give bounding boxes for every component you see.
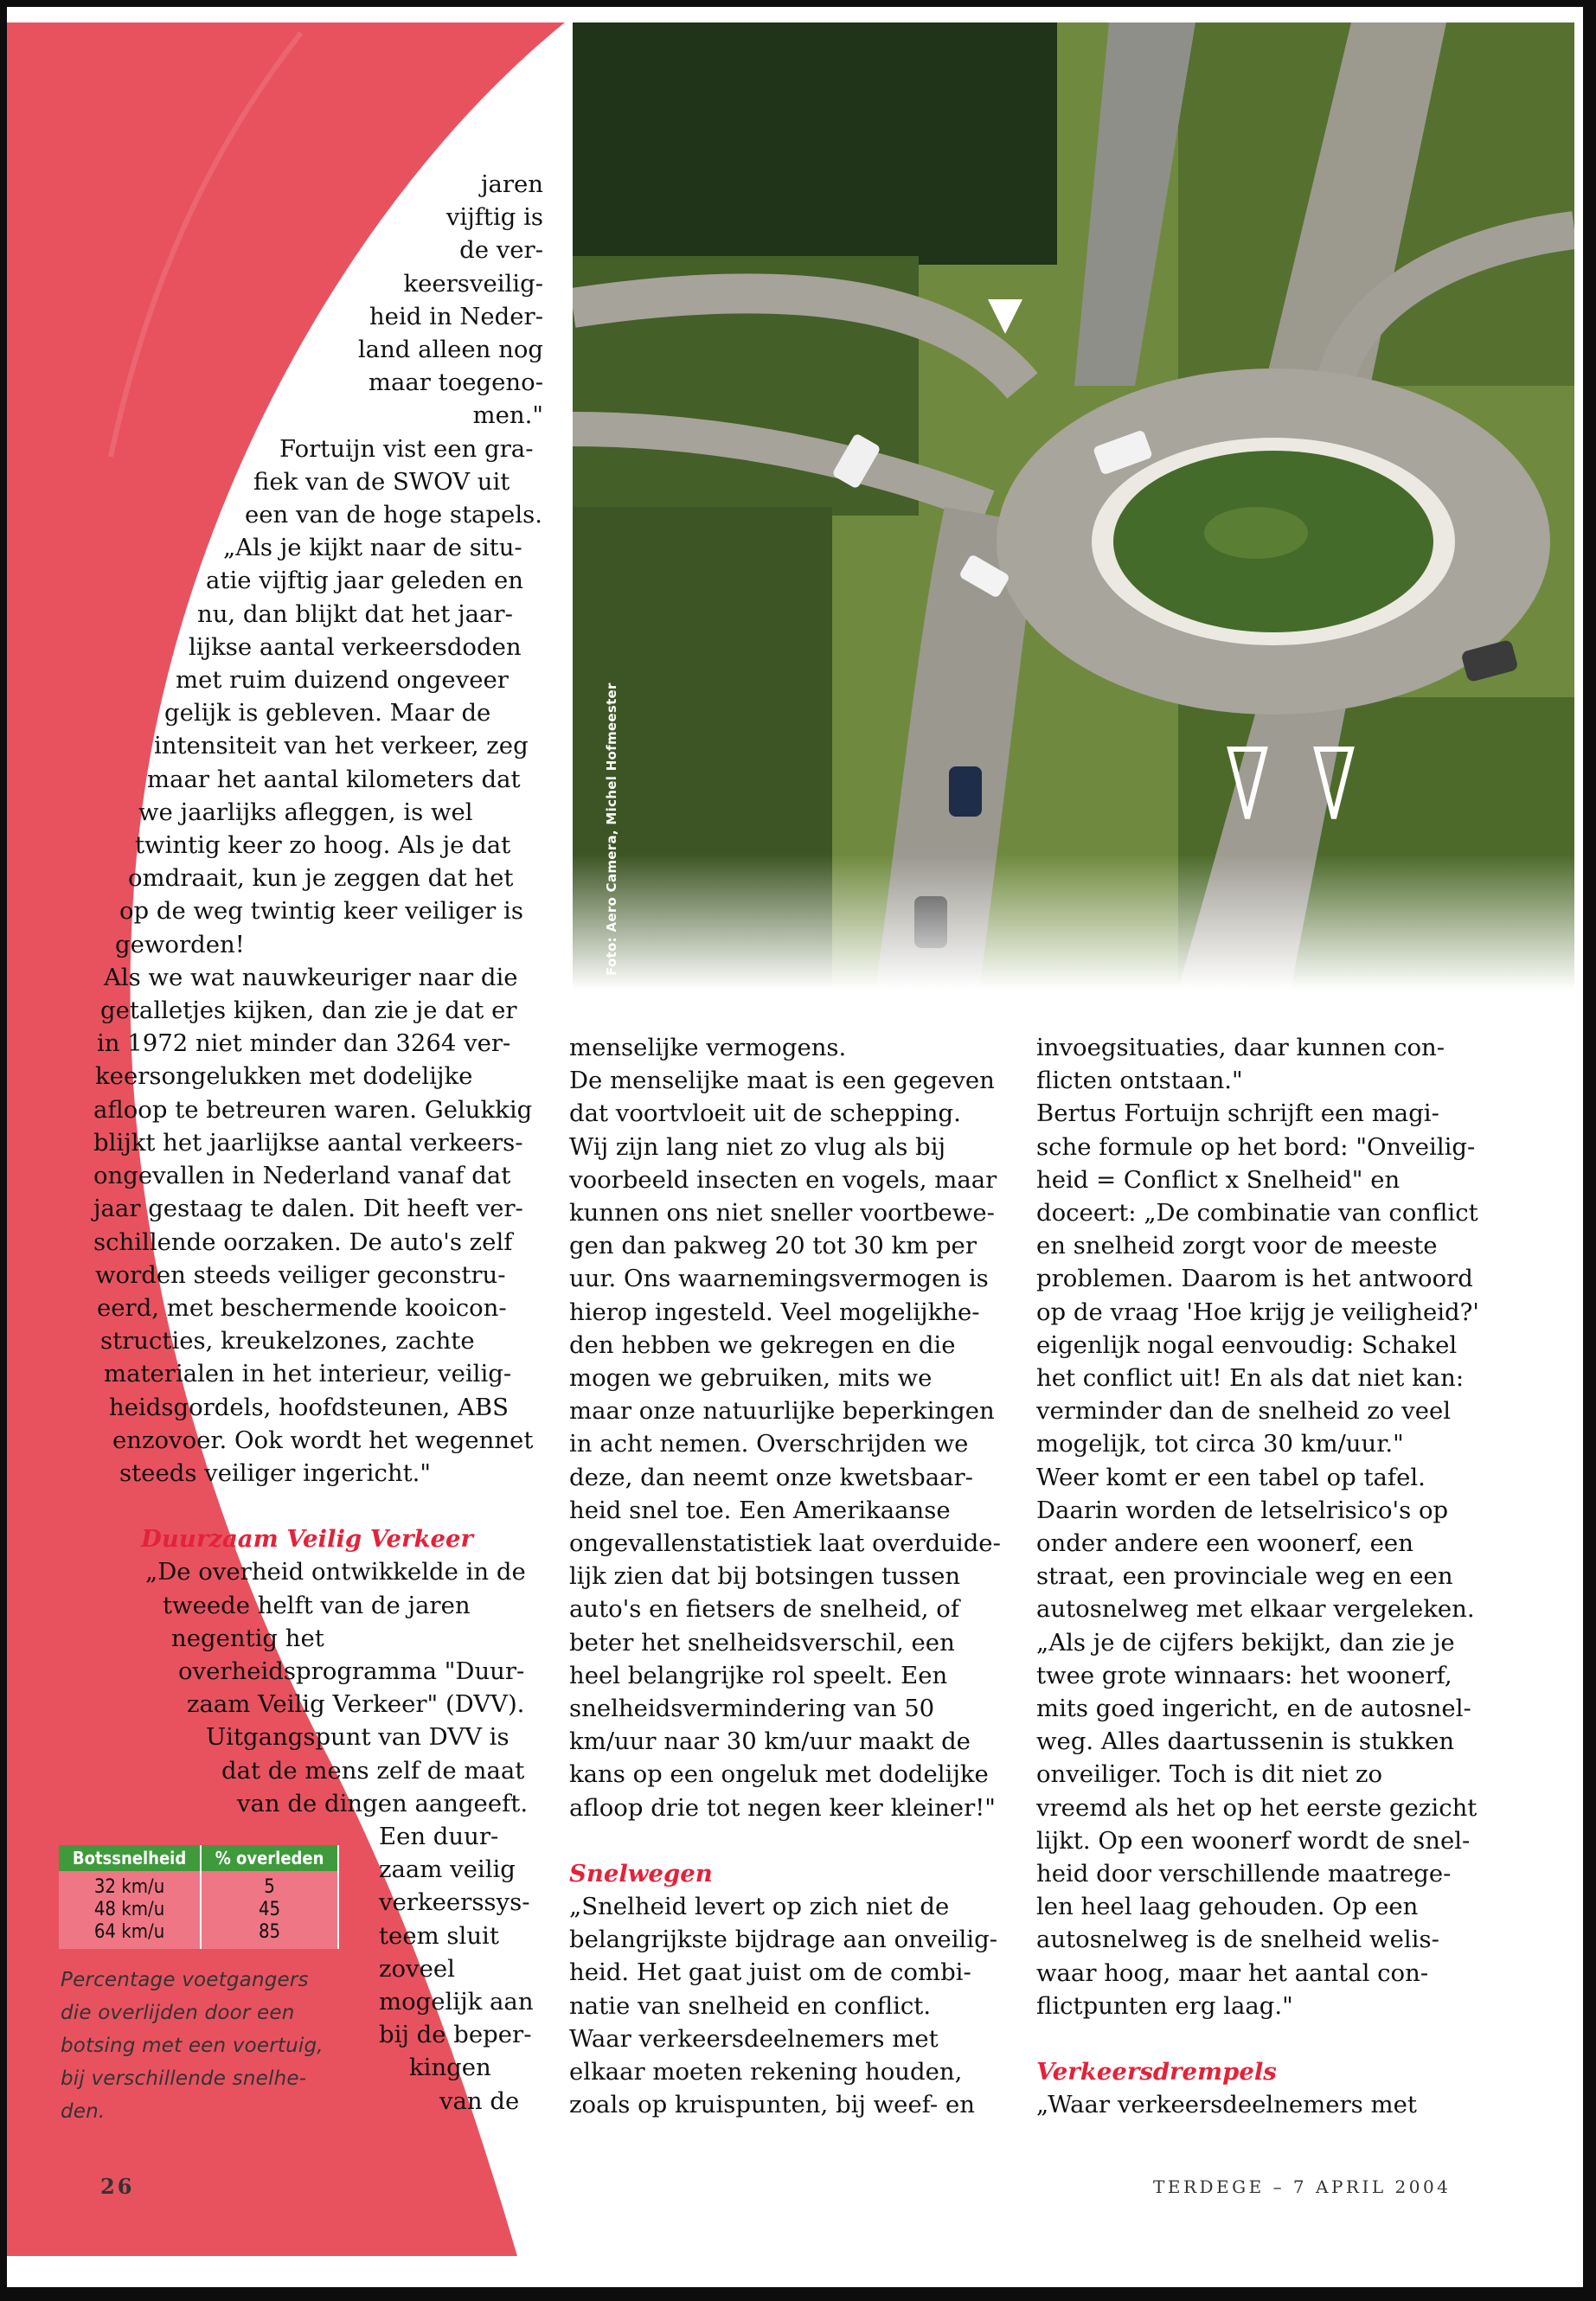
speed-fatality-table [59,1845,339,1949]
text-line: twee grote winnaars: het woonerf, [1036,1661,1452,1689]
text-line: flictpunten erg laag." [1036,1991,1293,2020]
table-row [59,1899,338,1921]
text-line: waar hoog, maar het aantal con- [1036,1958,1429,1987]
text-line: natie van snelheid en conflict. [569,1991,932,2020]
text-line: flicten ontstaan." [1036,1067,1243,1095]
page-number: 26 [100,2174,135,2199]
text-line: lijk zien dat bij botsingen tussen [569,1562,961,1591]
text-line: worden steeds veiliger geconstru- [95,1260,506,1289]
text-line: gelijk is gebleven. Maar de [164,699,491,727]
text-line: keersveilig- [403,269,543,298]
text-line: Een duur- [379,1822,499,1850]
text-line: De menselijke maat is een gegeven [569,1067,995,1095]
table-caption [61,1964,346,2128]
text-line: verminder dan de snelheid zo veel [1036,1397,1452,1426]
text-line: len heel laag gehouden. Op een [1036,1893,1419,1921]
text-line: Daarin worden de letselrisico's op [1036,1496,1449,1524]
text-line: blijkt het jaarlijkse aantal verkeers- [93,1128,523,1157]
text-line: vijftig is [445,203,543,232]
text-line: men." [472,401,543,430]
text-line: ongevallen in Nederland vanaf dat [93,1162,511,1190]
text-line: „Als je kijkt naar de situ- [223,534,522,562]
text-line: afloop drie tot negen keer kleiner!" [569,1793,996,1822]
text-line: weg. Alles daartussenin is stukken [1036,1727,1455,1756]
text-line: jaren [480,170,543,198]
text-line: een van de hoge stapels. [245,501,542,529]
table-cell-percentage: 85 [201,1921,338,1949]
text-line: mits goed ingericht, en de autosnel- [1036,1695,1471,1723]
article-column-3 [1036,1031,1486,2122]
text-line: heid door verschillende maatrege- [1036,1860,1452,1888]
text-line: onder andere een woonerf, een [1036,1529,1413,1558]
article-column-1 [93,168,543,2118]
section-subheading: Snelwegen [569,1859,713,1888]
text-line: maar het aantal kilometers dat [147,765,521,793]
text-line: sche formule op het bord: "Onveilig- [1036,1132,1476,1161]
magazine-page [7,7,1583,2287]
text-line: getalletjes kijken, dan zie je dat er [100,997,517,1025]
table-cell-percentage: 45 [201,1899,338,1921]
text-line: intensiteit van het verkeer, zeg [154,732,529,760]
table-cell-speed: 32 km/u [59,1871,201,1899]
table-header-speed: Botssnelheid [59,1845,201,1871]
text-line: kunnen ons niet sneller voortbewe- [569,1199,995,1227]
text-line: mogelijk aan [379,1987,534,2016]
text-line: zaam veilig [379,1856,516,1884]
text-line: verkeerssys- [379,1888,530,1917]
caption-line: die overlijden door een [61,2002,295,2024]
text-line: heid snel toe. Een Amerikaanse [569,1496,951,1524]
table-cell-percentage: 5 [201,1871,338,1899]
text-line: eigenlijk nogal eenvoudig: Schakel [1036,1330,1458,1359]
text-line: fiek van de SWOV uit [253,467,510,496]
caption-line: botsing met een voertuig, [61,2035,324,2057]
table-row [59,1921,338,1949]
text-line: onveiliger. Toch is dit niet zo [1036,1760,1383,1789]
text-line: schillende oorzaken. De auto's zelf [93,1227,513,1256]
text-line: van de [439,2086,520,2115]
text-line: Uitgangspunt van DVV is [206,1723,510,1752]
caption-line: den. [61,2100,106,2123]
text-line: „De overheid ontwikkelde in de [145,1558,526,1586]
text-line: maar onze natuurlijke beperkingen [569,1397,995,1426]
text-line: het conflict uit! En als dat niet kan: [1036,1364,1465,1393]
text-line: teem sluit [379,1921,499,1950]
text-line: Fortuijn vist een gra- [279,434,534,463]
roundabout-aerial-photo [573,22,1574,990]
text-line: van de dingen aangeeft. [237,1789,529,1817]
caption-line: bij verschillende snelhe- [61,2067,307,2090]
text-line: uur. Ons waarnemingsvermogen is [569,1265,989,1293]
text-line: lijkt. Op een woonerf wordt de snel- [1036,1826,1471,1855]
table-cell-speed: 64 km/u [59,1921,201,1949]
text-line: doceert: „De combinatie van conflict [1036,1199,1478,1227]
text-line: ongevallenstatistiek laat overduide- [569,1529,1001,1558]
text-line: elkaar moeten rekening houden, [569,2058,963,2086]
text-line: snelheidsvermindering van 50 [569,1695,935,1723]
text-line: omdraait, kun je zeggen dat het [128,864,514,893]
text-line: dat de mens zelf de maat [221,1756,525,1785]
text-line: in 1972 niet minder dan 3264 ver- [97,1029,511,1058]
text-line: straat, een provinciale weg en een [1036,1562,1453,1591]
text-line: „Waar verkeersdeelnemers met [1036,2091,1417,2119]
section-subheading: Duurzaam Veilig Verkeer [141,1525,474,1554]
text-line: deze, dan neemt onze kwetsbaar- [569,1463,973,1491]
section-subheading: Verkeersdrempels [1036,2058,1277,2086]
text-line: gen dan pakweg 20 tot 30 km per [569,1232,977,1260]
text-line: heid in Neder- [369,302,543,330]
text-line: Waar verkeersdeelnemers met [569,2024,939,2053]
text-line: structies, kreukelzones, zachte [100,1327,475,1356]
text-line: we jaarlijks afleggen, is wel [138,798,473,826]
text-line: Bertus Fortuijn schrijft een magi- [1036,1099,1439,1128]
text-line: keersongelukken met dodelijke [95,1062,473,1091]
text-line: en snelheid zorgt voor de meeste [1036,1232,1438,1260]
text-line: autosnelweg met elkaar vergeleken. [1036,1595,1475,1624]
text-line: zoveel [379,1954,455,1983]
text-line: Weer komt er een tabel op tafel. [1036,1463,1426,1491]
text-line: vreemd als het op het eerste gezicht [1036,1793,1477,1822]
text-line: heid = Conflict x Snelheid" en [1036,1165,1401,1194]
text-line: materialen in het interieur, veilig- [104,1360,512,1388]
text-line: jaar gestaag te dalen. Dit heeft ver- [93,1195,523,1223]
text-line: kingen [409,2054,491,2082]
text-line: nu, dan blijkt dat het jaar- [197,599,513,628]
text-line: zoals op kruispunten, bij weef- en [569,2091,975,2119]
text-line: belangrijkste bijdrage aan onveilig- [569,1926,997,1954]
table-header-percentage: % overleden [201,1845,338,1871]
table-row [59,1871,338,1899]
text-line: twintig keer zo hoog. Als je dat [135,831,511,860]
text-line: menselijke vermogens. [569,1034,847,1061]
text-line: beter het snelheidsverschil, een [569,1628,955,1657]
text-line: in acht nemen. Overschrijden we [569,1430,969,1458]
text-line: overheidsprogramma "Duur- [178,1657,525,1685]
text-line: maar toegeno- [368,369,543,397]
text-line: geworden! [115,930,245,958]
text-line: op de vraag 'Hoe krijg je veiligheid?' [1036,1298,1479,1326]
text-line: Als we wat nauwkeuriger naar die [104,963,518,991]
text-line: hierop ingesteld. Veel mogelijkhe- [569,1298,980,1326]
text-line: zaam Veilig Verkeer" (DVV). [187,1690,525,1719]
text-line: tweede helft van de jaren [163,1591,471,1619]
article-column-2 [569,1031,1010,2122]
text-line: Wij zijn lang niet zo vlug als bij [569,1132,946,1161]
text-line: de ver- [459,236,543,265]
text-line: land alleen nog [357,336,543,364]
text-line: invoegsituaties, daar kunnen con- [1036,1034,1445,1061]
text-line: autosnelweg is de snelheid welis- [1036,1926,1439,1954]
table-cell-speed: 48 km/u [59,1899,201,1921]
text-line: op de weg twintig keer veiliger is [119,897,523,926]
text-line: lijkse aantal verkeersdoden [189,632,522,661]
text-line: heel belangrijke rol speelt. Een [569,1661,948,1689]
text-line: mogen we gebruiken, mits we [569,1364,933,1393]
text-line: den hebben we gekregen en die [569,1330,956,1359]
text-line: negentig het [171,1624,324,1652]
text-line: eerd, met beschermende kooicon- [97,1293,507,1322]
text-line: bij de beper- [379,2021,532,2049]
footer-publication: TERDEGE – 7 APRIL 2004 [1153,2176,1452,2197]
text-line: heidsgordels, hoofdsteunen, ABS [109,1393,509,1421]
text-line: „Snelheid levert op zich niet de [569,1893,950,1921]
text-line: km/uur naar 30 km/uur maakt de [569,1727,971,1756]
text-line: atie vijftig jaar geleden en [206,567,523,595]
photo-credit: Foto: Aero Camera, Michel Hofmeester [604,683,619,976]
text-line: met ruim duizend ongeveer [176,666,509,695]
text-line: problemen. Daarom is het antwoord [1036,1265,1473,1293]
text-line: voorbeeld insecten en vogels, maar [569,1165,997,1194]
text-line: dat voortvloeit uit de schepping. [569,1099,961,1128]
text-line: kans op een ongeluk met dodelijke [569,1760,989,1789]
text-line: auto's en fietsers de snelheid, of [569,1595,960,1624]
text-line: „Als je de cijfers bekijkt, dan zie je [1036,1628,1455,1657]
caption-line: Percentage voetgangers [61,1969,309,1991]
text-line: enzovoer. Ook wordt het wegennet [112,1426,534,1454]
text-line: steeds veiliger ingericht." [119,1458,432,1487]
text-line: heid. Het gaat juist om de combi- [569,1958,971,1987]
text-line: afloop te betreuren waren. Gelukkig [93,1095,533,1124]
text-line: mogelijk, tot circa 30 km/uur." [1036,1430,1404,1458]
